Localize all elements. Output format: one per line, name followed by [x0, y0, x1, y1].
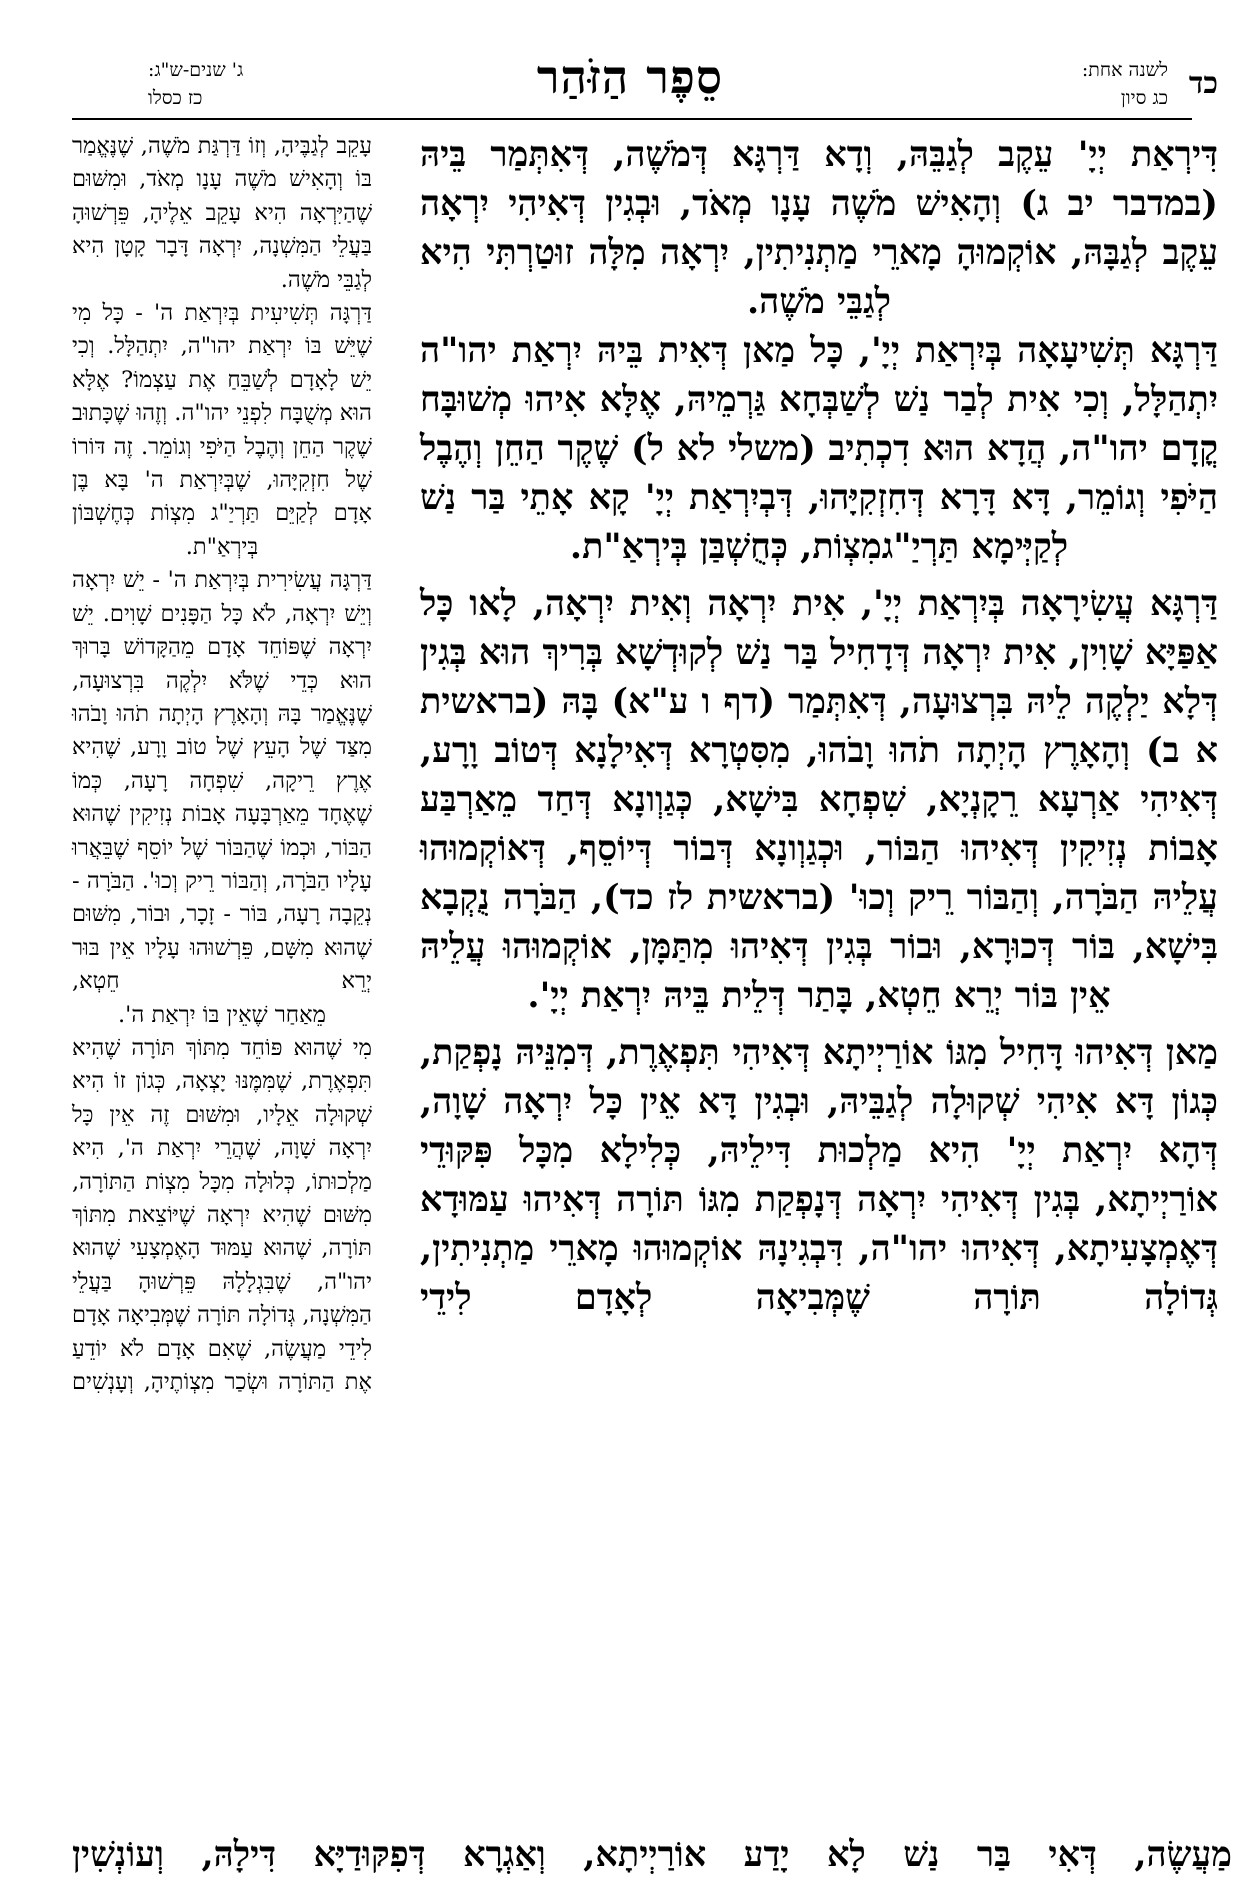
- main-paragraph: דַּרְגָּא תְּשִׁיעָאָה בְּיִרְאַת יְיָ', כָּל מַאן דְּאִית בֵּיהּ יִרְאַת יהו"ה יִתְהַלָּל, וְכִי אִית לְבַר נַשׁ לְשַׁבְּחָא גַּרְמֵיהּ, אֶלָּא אִיהוּ מְשׁוּבָּח קֳדָם יהו"ה, הֲדָא הוּא דִכְתִיב (משלי לא ל) שֶׁקֶר הַחֵן וְהֶבֶל הַיֹּפִי וְגוֹמֵר, דָּא דָּרָא דְּחִזְקִיָּהוּ, דְּבְיִרְאַת יְיָ' קָא אָתֵי בַּר נַשׁ לְקַיְּימָא תַּרְיַ"גמִצְוֹת, כְּחֻשְׁבַּן בְּירְאַ"ת.: [420, 330, 1218, 567]
- schedule-date-three-years: כז כסלו: [148, 87, 203, 109]
- commentary-paragraph: מִי שֶׁהוּא פּוֹחֵד מִתּוֹךְ תּוֹרָה שֶׁהִיא תִּפְאֶרֶת, שֶׁמִּמֶּנּוּ יָצְאָה, כְּגוֹן זוֹ הִיא שְׁקוּלָה אֵלָיו, וּמִשּׁוּם זֶה אֵין כָּל יִרְאָה שָׁוָה, שֶׁהֲרֵי יִרְאַת ה', הִיא מַלְכוּתוֹ, כְּלוּלָה מִכָּל מִצְוֹת הַתּוֹרָה, מִשּׁוּם שֶׁהִיא יִרְאָה שֶׁיּוֹצֵאת מִתּוֹךְ תּוֹרָה, שֶׁהוּא עַמּוּד הָאֶמְצָעִי שֶׁהוּא יהו"ה, שֶׁבִּגְלָלָהּ פֵּרְשׁוּהָ בַּעֲלֵי הַמִּשְׁנָה, גְּדוֹלָה תּוֹרָה שֶׁמְּבִיאָה אָדָם לִידֵי מַעֲשֶׂה, שֶׁאִם אָדָם לֹא יוֹדֵעַ אֶת הַתּוֹרָה וּשְׂכַר מִצְוֹתֶיהָ, וְעָנְשִׁים: [72, 1034, 372, 1396]
- schedule-label-one-year: לשנה אחת:: [1081, 59, 1168, 81]
- commentary-paragraph: מֵאַחַר שֶׁאֵין בּוֹ יִרְאַת ה'.: [118, 1001, 326, 1028]
- reading-schedule-three-years: [148, 56, 358, 112]
- hebrew-translation-column: [72, 130, 372, 1399]
- main-paragraph: דַּרְגָּא עֲשִׂירָאָה בְּיִרְאַת יְיָ', אִית יִרְאָה וְאִית יִרְאָה, לָאו כָּל אַפַּיָּא שָׁוִין, אִית יִרְאָה דְּדָחִיל בַּר נַשׁ לְקוּדְשָׁא בְּרִיךְ הוּא בְּגִין דְּלָא יַלְקֶה לֵיהּ בִּרְצוּעָה, דְּאִתְּמַר (דף ו ע"א) בָּהּ (בראשית א ב) וְהָאָרֶץ הָיְתָה תֹהוּ וָבֹהוּ, מִסִּטְרָא דְּאִילָנָא דְּטוֹב וָרָע, דְּאִיהִי אַרְעָא רֵקָנְיָא, שִׁפְחָא בִּישָׁא, כְּגַוְונָא דְּחַד מֵאַרְבַּע אָבוֹת נְזִיקִין דְּאִיהוּ הַבּוֹר, וּכְגַוְונָא דְּבוֹר דְּיוֹסֵף, דְּאוֹקְמוּהוּ עֲלֵיהּ הַבֹּרָה, וְהַבּוֹר רֵיק וְכוּ' (בראשית לז כד), הַבֹּרָה נֻקְבָא בִּישָׁא, בּוֹר דְּכוּרָא, וּבוֹר בְּגִין דְּאִיהוּ מִתַּמָּן, אוֹקְמוּהוּ עֲלֵיהּ אֵין בּוֹר יְרֵא חֵטְא, בָּתַר דְּלֵית בֵּיהּ יִרְאַת יְיָ'.: [420, 583, 1218, 1016]
- schedule-date-one-year: כג סיון: [1120, 87, 1168, 109]
- commentary-paragraph: דַּרְגָּה עֲשִׂירִית בְּיִרְאַת ה' - יֵשׁ יִרְאָה וְיֵשׁ יִרְאָה, לֹא כָּל הַפָּנִים שָׁוִים. יֵשׁ יִרְאָה שֶׁפּוֹחֵד אָדָם מֵהַקָּדוֹשׁ בָּרוּךְ הוּא כְּדֵי שֶׁלֹּא יִלְקֶה בִּרְצוּעָה, שֶׁנֶּאֱמַר בָּהּ וְהָאָרֶץ הָיְתָה תֹהוּ וָבֹהוּ מִצַּד שֶׁל הָעֵץ שֶׁל טוֹב וָרָע, שֶׁהִיא אֶרֶץ רֵיקָה, שִׁפְחָה רָעָה, כְּמוֹ שֶׁאֶחָד מֵאַרְבָּעָה אָבוֹת נְזִיקִין שֶׁהוּא הַבּוֹר, וּכְמוֹ שֶׁהַבּוֹר שֶׁל יוֹסֵף שֶׁבֵּאֲרוּ עָלָיו הַבֹּרָה, וְהַבּוֹר רֵיק וְכוּ'. הַבֹּרָה - נְקֵבָה רָעָה, בּוֹר - זָכָר, וּבוֹר, מִשּׁוּם שֶׁהוּא מִשָּׁם, פֵּרְשׁוּהוּ עָלָיו אֵין בּוּר יְרֵא חֵטְא,: [72, 567, 372, 995]
- main-text-bottom-line: מַעֲשֶׂה, דְּאִי בַּר נַשׁ לָא יָדַע אוֹרַיְיתָא, וְאַגְרָא דְּפִקּוּדַיָּא דִּילָהּ, וְעוֹנְשִׁין: [72, 1834, 1232, 1875]
- commentary-paragraph: עָקֵב לְגַבֶּיהָ, וְזוֹ דַּרְגַּת מֹשֶׁה, שֶׁנֶּאֱמַר בּוֹ וְהָאִישׁ מֹשֶׁה עָנָו מְאֹד, וּמִשּׁוּם שֶׁהַיִּרְאָה הִיא עָקֵב אֵלֶיהָ, פֵּרְשׁוּהָ בַּעֲלֵי הַמִּשְׁנָה, יִרְאָה דָּבָר קָטָן הִיא לְגַבֵּי מֹשֶׁה.: [72, 133, 372, 293]
- main-paragraph: מַאן דְּאִיהוּ דָּחִיל מִגּוֹ אוֹרַיְיתָא דְּאִיהִי תִּפְאֶרֶת, דְּמִנֵּיהּ נָפְקַת, כְּגוֹן דָּא אִיהִי שְׁקוּלָה לְגַבֵּיהּ, וּבְגִין דָּא אֵין כָּל יִרְאָה שָׁוָה, דְּהָא יִרְאַת יְיָ' הִיא מַלְכוּת דִּילֵיהּ, כְּלִילָא מִכָּל פִּקּוּדֵי אוֹרַיְיתָא, בְּגִין דְּאִיהִי יִרְאָה דְּנָפְקַת מִגּוֹ תּוֹרָה דְּאִיהוּ עַמּוּדָא דְּאֶמְצָעִיתָא, דְּאִיהוּ יהו"ה, דִּבְגִינָהּ אוֹקְמוּהוּ מָארֵי מַתְנִיתִין, גְּדוֹלָה תּוֹרָה שֶׁמְּבִיאָה לְאָדָם לִידֵי: [420, 1032, 1218, 1318]
- page-number: כד: [1188, 66, 1218, 101]
- zohar-aramaic-text: [420, 130, 1218, 1322]
- schedule-label-three-years: ג' שנים-ש"ג:: [148, 59, 244, 81]
- commentary-paragraph: דַּרְגָּה תְּשִׁיעִית בְּיִרְאַת ה' - כָּל מִי שֶׁיֵּשׁ בּוֹ יִרְאַת יהו"ה, יִתְהַלָּל. וְכִי יֵשׁ לָאָדָם לְשַׁבֵּחַ אֶת עַצְמוֹ? אֶלָּא הוּא מְשֻׁבָּח לִפְנֵי יהו"ה. וְזֶהוּ שֶׁכָּתוּב שֶׁקֶר הַחֵן וְהֶבֶל הַיֹּפִי וְגוֹמֵר. זֶה דּוֹרוֹ שֶׁל חִזְקִיָּהוּ, שֶׁבְּיִרְאַת ה' בָּא בֶּן אָדָם לְקַיֵּם תַּרְיַ"ג מִצְוֹת כְּחֶשְׁבּוֹן בְּירְאַ"ת.: [72, 300, 372, 560]
- header-divider: [72, 118, 1192, 120]
- page-title: סֵפֶר הַזֹּהַר: [536, 50, 724, 104]
- main-paragraph: דִּירְאַת יְיָ' עֵקֶב לְגַבֵּהּ, וְדָא דַּרְגָּא דְּמֹשֶׁה, דְּאִתְּמַר בֵּיהּ (במדבר יב ג) וְהָאִישׁ מֹשֶׁה עָנָו מְאֹד, וּבְגִין דְּאִיהִי יִרְאָה עֵקֶב לְגַבָּהּ, אוֹקְמוּהָ מָארֵי מַתְנִיתִין, יִרְאָה מִלָּה זוּטַרְתִּי הִיא לְגַבֵּי מֹשֶׁה.: [420, 134, 1218, 322]
